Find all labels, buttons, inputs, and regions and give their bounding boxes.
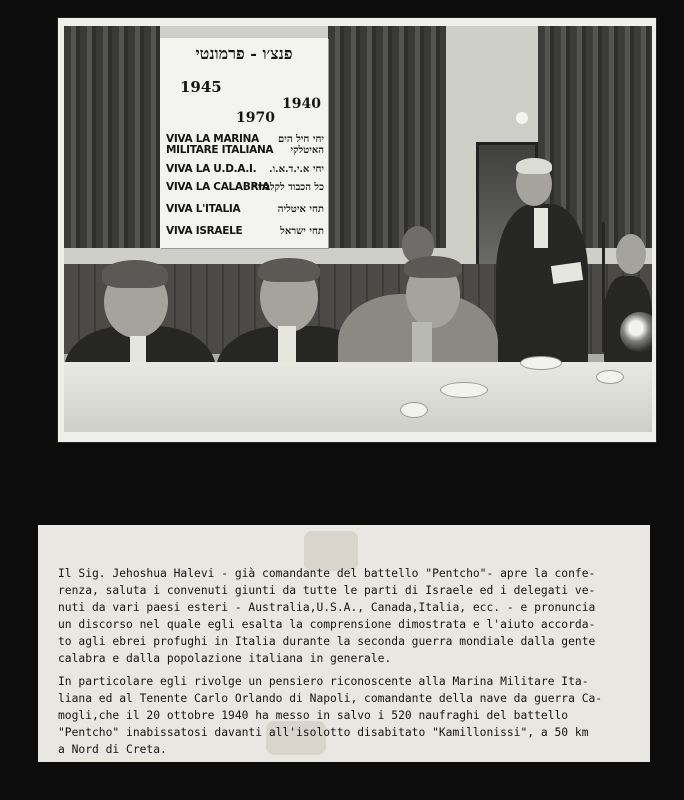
banner-hebrew-title: פנצ׳ו - פרמונטי — [195, 44, 293, 63]
caption-paragraph-1: Il Sig. Jehoshua Halevi - già comandante del battello "Pentcho"- apre la confe- renza, saluta i convenuti giunti da tutte le parti di Israele ed i delegati ve- nuti da vari paesi esteri - Australia,U.S.A., Canada,Italia, ecc. - e pronuncia un discorso nel quale egli esalta la comprensione dimostrata e l'aiuto accorda- to agli ebrei profughi in Italia durante la seconda guerra mondiale dalla gente calabra e dalla popolazione italiana in generale. — [58, 567, 596, 665]
wall-lamp — [516, 112, 528, 124]
conference-table — [64, 362, 652, 432]
photo-print — [58, 18, 656, 442]
banner-row — [166, 204, 324, 216]
speaker-hair — [516, 158, 552, 174]
banner-row-italian: VIVA ISRAELE — [166, 225, 243, 237]
caption-paragraph-2: In particolare egli rivolge un pensiero riconoscente alla Marina Militare Ita- liana ed al Tenente Carlo Orlando di Napoli, comandante della nave da guerra Ca- mogli,che il 20 ottobre 1940 ha messo in salvo i 520 naufraghi del battello "Pentcho" inabissatosi davanti all'isolotto disabitato "Kamillonissi", a 50 km a Nord di Creta. — [58, 675, 603, 756]
conference-photograph — [64, 26, 652, 432]
banner-row-italian: VIVA L'ITALIA — [166, 203, 241, 215]
typed-caption-card — [38, 525, 650, 762]
cup — [400, 402, 428, 418]
seated-man-1-hair — [102, 260, 168, 288]
banner-row-italian: VIVA LA U.D.A.I. — [166, 163, 257, 175]
banner-year-left: 1945 — [180, 78, 222, 96]
banner-row-hebrew: תחי ישראל — [280, 226, 324, 237]
flower-vase — [620, 312, 652, 352]
banner-year-right: 1940 — [282, 96, 321, 112]
cup — [440, 382, 488, 398]
cup — [520, 356, 562, 370]
banner-row-hebrew: יחי א.י.ד.א.ו. — [269, 164, 324, 175]
curtain-left — [64, 26, 160, 248]
seated-man-right-head — [616, 234, 646, 274]
banner-row-italian: VIVA LA MARINA MILITARE ITALIANA — [166, 133, 274, 156]
banner-row — [166, 226, 324, 238]
speaker-shirt — [534, 208, 548, 248]
seated-man-3-hair — [404, 256, 462, 278]
banner-row — [166, 134, 324, 158]
banner-row — [166, 164, 324, 176]
banner-year-center: 1970 — [236, 110, 275, 126]
banner-row-hebrew: יחי חיל הים האיטלקי — [278, 134, 324, 156]
banner-row-hebrew: תחי איטליה — [277, 204, 324, 215]
banner-row-italian: VIVA LA CALABRIA — [166, 181, 270, 193]
seated-man-2-hair — [258, 258, 320, 282]
curtain-center — [328, 26, 446, 248]
banner-row — [166, 182, 324, 194]
welcome-banner — [160, 38, 328, 248]
banner-row-hebrew: כל הכבוד לקלבריה — [251, 182, 324, 193]
cup — [596, 370, 624, 384]
